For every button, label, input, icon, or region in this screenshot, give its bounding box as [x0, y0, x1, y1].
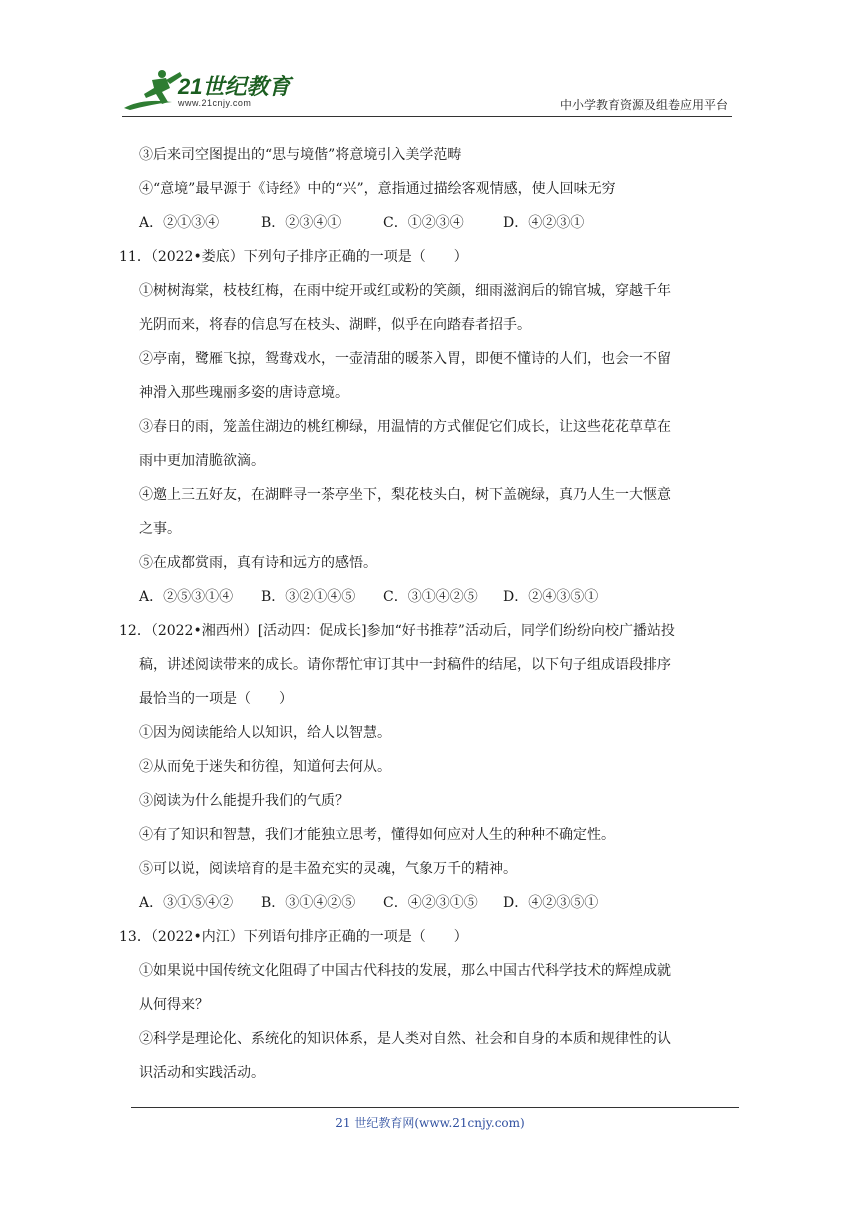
- answer-option: C．④②③①⑤: [383, 895, 478, 911]
- text-line: ①树树海棠，枝枝红梅，在雨中绽开或红或粉的笑颜，细雨滋润后的锦官城，穿越千年: [139, 283, 671, 299]
- footer-divider: [131, 1107, 739, 1108]
- text-line: ①因为阅读能给人以知识，给人以智慧。: [139, 725, 391, 741]
- question-stem: 12．（2022•湘西州）[活动四：促成长]参加“好书推荐”活动后，同学们纷纷向校广播站投: [119, 623, 675, 639]
- text-line: ④邀上三五好友，在湖畔寻一茶亭坐下，梨花枝头白，树下盖碗绿，真乃人生一大惬意: [139, 487, 671, 503]
- answer-options: [131, 886, 741, 920]
- answer-option: B．②③④①: [261, 215, 342, 231]
- text-line: ①如果说中国传统文化阻碍了中国古代科技的发展，那么中国古代科学技术的辉煌成就: [139, 963, 671, 979]
- platform-name: 中小学教育资源及组卷应用平台: [559, 98, 728, 112]
- text-line: ②从而免于迷失和彷徨，知道何去何从。: [139, 759, 391, 775]
- answer-option: D．④②③①: [503, 215, 585, 231]
- header-divider: [122, 116, 732, 117]
- answer-option: B．③②①④⑤: [261, 589, 356, 605]
- question-content: [119, 138, 741, 1090]
- logo-url: www.21cnjy.com: [178, 98, 252, 108]
- answer-option: D．④②③⑤①: [503, 895, 599, 911]
- text-line: 光阴而来，将春的信息写在枝头、湖畔，似乎在向踏春者招手。: [139, 317, 531, 333]
- answer-option: A．③①⑤④②: [139, 895, 234, 911]
- answer-option: B．③①④②⑤: [261, 895, 356, 911]
- answer-option: A．②⑤③①④: [139, 589, 234, 605]
- text-line: ⑤在成都赏雨，真有诗和远方的感悟。: [139, 555, 377, 571]
- text-line: ③春日的雨，笼盖住湖边的桃红柳绿，用温情的方式催促它们成长，让这些花花草草在: [139, 419, 671, 435]
- answer-options: [131, 580, 741, 614]
- text-line: 识活动和实践活动。: [139, 1065, 265, 1081]
- answer-options: [131, 206, 741, 240]
- footer-site-link[interactable]: 21 世纪教育网(www.21cnjy.com): [335, 1116, 525, 1130]
- question-stem: 13．（2022•内江）下列语句排序正确的一项是（ ）: [119, 929, 468, 945]
- text-line: ②亭南，鹭雁飞掠，鸳鸯戏水，一壶清甜的暖茶入胃，即便不懂诗的人们，也会一不留: [139, 351, 671, 367]
- text-line: 雨中更加清脆欲滴。: [139, 453, 265, 469]
- answer-option: C．③①④②⑤: [383, 589, 478, 605]
- text-line: 稿，讲述阅读带来的成长。请你帮忙审订其中一封稿件的结尾，以下句子组成语段排序: [139, 657, 671, 673]
- page-header: [122, 68, 732, 116]
- logo-text: 21世纪教育: [178, 74, 291, 99]
- text-line: ⑤可以说，阅读培育的是丰盈充实的灵魂，气象万千的精神。: [139, 861, 517, 877]
- text-line: 从何得来？: [139, 997, 209, 1013]
- text-line: ③阅读为什么能提升我们的气质？: [139, 793, 349, 809]
- text-line: 之事。: [139, 521, 181, 537]
- text-line: ④有了知识和智慧，我们才能独立思考，懂得如何应对人生的种种不确定性。: [139, 827, 615, 843]
- text-line: ③后来司空图提出的“思与境偕”将意境引入美学范畴: [139, 147, 462, 163]
- text-line: 神滑入那些瑰丽多姿的唐诗意境。: [139, 385, 349, 401]
- question-stem: 11．（2022•娄底）下列句子排序正确的一项是（ ）: [119, 249, 468, 265]
- answer-option: D．②④③⑤①: [503, 589, 599, 605]
- text-line: ②科学是理论化、系统化的知识体系，是人类对自然、社会和自身的本质和规律性的认: [139, 1031, 671, 1047]
- answer-option: C．①②③④: [383, 215, 464, 231]
- text-line: ④“意境”最早源于《诗经》中的“兴”，意指通过描绘客观情感，使人回味无穷: [139, 181, 616, 197]
- text-line: 最恰当的一项是（ ）: [139, 691, 293, 707]
- answer-option: A．②①③④: [139, 215, 220, 231]
